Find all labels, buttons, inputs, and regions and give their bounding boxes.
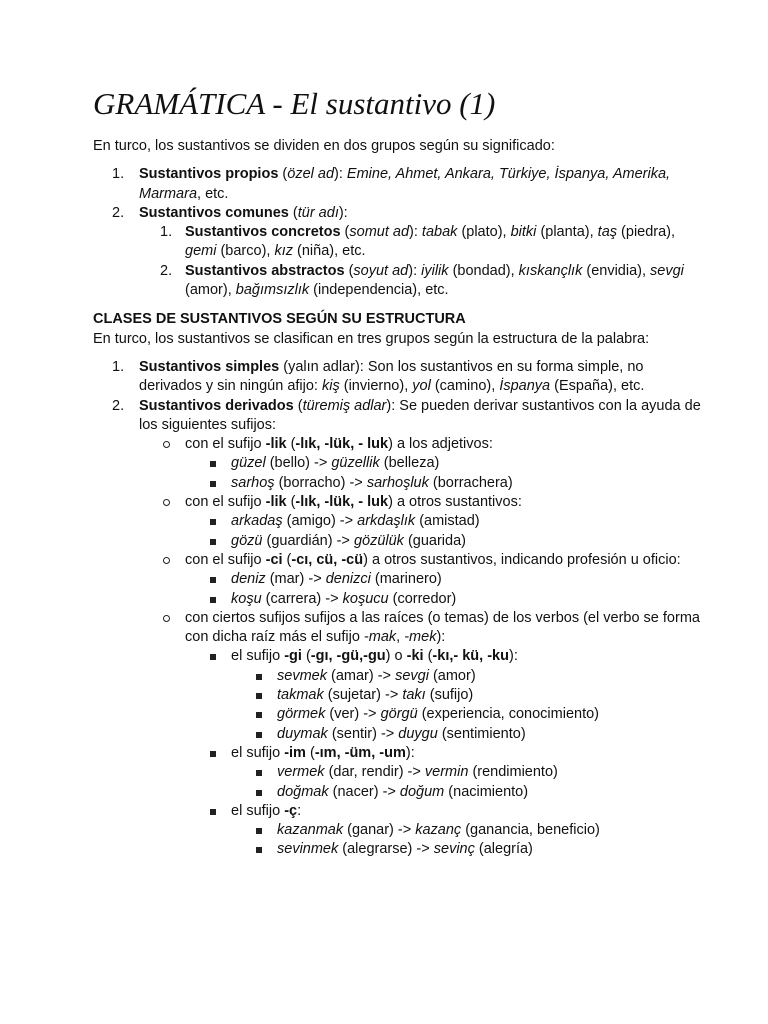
- example-tr: bitki: [510, 224, 537, 241]
- example-es: (invierno): [343, 378, 405, 395]
- source-gloss: (ver): [329, 706, 360, 723]
- square-bullet-icon: [210, 461, 216, 467]
- source-word: duymak: [277, 725, 328, 742]
- example-item: vermek (dar, rendir) -> vermin (rendimiento): [231, 763, 708, 782]
- source-gloss: (dar, rendir): [328, 764, 404, 781]
- suffix: -ci: [265, 551, 283, 568]
- rule-text: con el sufijo: [185, 551, 266, 568]
- example-item: takmak (sujetar) -> takı (sufijo): [231, 686, 708, 705]
- list-number: 1.: [112, 166, 125, 183]
- derivation-rules-list: [139, 435, 708, 860]
- derived-gloss: (corredor): [392, 590, 457, 607]
- source-gloss: (amar): [331, 667, 374, 684]
- example-es: (independencia): [313, 282, 418, 299]
- square-bullet-icon: [210, 751, 216, 757]
- derived-gloss: (ganancia, beneficio): [465, 822, 600, 839]
- rule-item: con el sufijo -ci (-cı, cü, -cü) a otros sustantivos, indicando profesión u oficio: deniz (mar) -> denizci (marinero) koşu (carrera) -> koşucu (corredor): [139, 551, 708, 609]
- example-tr: iyilik: [421, 262, 449, 279]
- source-gloss: (amigo): [286, 513, 336, 530]
- source-gloss: (guardián): [266, 532, 333, 549]
- term: Sustantivos abstractos: [185, 262, 345, 279]
- derived-word: görgü: [380, 706, 418, 723]
- suffix-label: el sufijo: [231, 648, 285, 665]
- example-item: deniz (mar) -> denizci (marinero): [185, 570, 708, 589]
- derived-gloss: (experiencia, conocimiento): [421, 706, 599, 723]
- suffix: -ç: [284, 802, 298, 819]
- source-gloss: (sujetar): [327, 687, 381, 704]
- description: (yalın adlar): Son los sustantivos en su forma simple, no derivados y sin ningún afijo:: [139, 358, 644, 395]
- example-es: (amor): [185, 282, 228, 299]
- source-gloss: (sentir): [331, 725, 377, 742]
- derived-word: takı: [402, 687, 426, 704]
- connector: o: [390, 648, 407, 665]
- description: : Se pueden derivar sustantivos con la ayuda de los siguientes sufijos:: [139, 397, 701, 433]
- square-bullet-icon: [256, 770, 262, 776]
- circle-bullet-icon: [163, 499, 170, 506]
- list-item-proper-nouns: 1. Sustantivos propios (özel ad): Emine, Ahmet, Ankara, Türkiye, İspanya, Amerika, Marmara, etc.: [112, 166, 671, 202]
- list-number: 2.: [160, 262, 173, 279]
- source-word: arkadaş: [231, 513, 283, 530]
- derived-word: sarhoşluk: [366, 474, 429, 491]
- verb-suffix-item: el sufijo -im (-ım, -üm, -um): vermek (dar, rendir) -> vermin (rendimiento) doğmak (nacer) -> doğum (nacimiento): [185, 744, 708, 802]
- example-tr: tabak: [421, 224, 458, 241]
- rule-text: a los adjetivos:: [392, 436, 493, 453]
- example-item: sarhoş (borracho) -> sarhoşluk (borrachera): [185, 474, 708, 493]
- examples-list: [231, 821, 708, 860]
- example-item: duymak (sentir) -> duygu (sentimiento): [231, 725, 708, 744]
- circle-bullet-icon: [163, 615, 170, 622]
- example-es: (camino): [434, 378, 492, 395]
- rule-item-verbs: con ciertos sufijos sufijos a las raíces (o temas) de los verbos (el verbo se forma con dicha raíz más el sufijo -mak, -mek): el sufijo -gi (-gı, -gü,-gu) o -ki (-kı,- kü, -ku): sevmek (amar) -> sevgi (amor) takmak (sujetar) -> takı (sufijo) görmek (ver) -> görgü (experiencia, conocimiento) duymak (sentir) -> duygu (sentimiento) el sufijo -im (-ım, -üm, -um): vermek (dar, rendir) -> vermin (rendimiento) doğmak (nacer) -> doğum (nacimiento) el sufijo -ç: kazanmak (ganar) -> kazanç (ganancia, beneficio) sevinmek (alegrarse) -> sevinç (alegría): [139, 609, 708, 860]
- list-item-abstract: 2. Sustantivos abstractos (soyut ad): iyilik (bondad), kıskançlık (envidia), sevgi (amor), bağımsızlık (independencia), etc.: [160, 262, 684, 299]
- source-gloss: (carrera): [265, 590, 322, 607]
- derived-word: güzellik: [331, 455, 380, 472]
- rule-text: a otros sustantivos:: [392, 494, 522, 511]
- example-es: (bondad): [452, 262, 511, 279]
- verb-suffix-item: el sufijo -gi (-gı, -gü,-gu) o -ki (-kı,- kü, -ku): sevmek (amar) -> sevgi (amor) takmak (sujetar) -> takı (sufijo) görmek (ver) -> görgü (experiencia, conocimiento) duymak (sentir) -> duygu (sentimiento): [185, 647, 708, 743]
- examples-list: [231, 667, 708, 744]
- example-tr: İspanya: [499, 378, 551, 395]
- suffix-variants: -lık, -lük, - luk: [295, 494, 389, 511]
- suffix-variants: -lık, -lük, - luk: [295, 436, 389, 453]
- derived-gloss: (sentimiento): [441, 725, 526, 742]
- example-es: (barco): [220, 243, 267, 260]
- square-bullet-icon: [256, 693, 262, 699]
- suffix: -lik: [265, 494, 287, 511]
- circle-bullet-icon: [163, 557, 170, 564]
- source-word: sevmek: [277, 667, 327, 684]
- example-item: sevmek (amar) -> sevgi (amor): [231, 667, 708, 686]
- turkish-term: somut ad: [349, 224, 410, 241]
- square-bullet-icon: [256, 674, 262, 680]
- list-item-simple: 1. Sustantivos simples (yalın adlar): Son los sustantivos en su forma simple, no derivados y sin ningún afijo: kiş (invierno), yol (camino), İspanya (España), etc.: [112, 358, 645, 395]
- derived-word: sevgi: [395, 667, 429, 684]
- examples-list: [185, 570, 708, 609]
- example-tr: kiş: [321, 378, 340, 395]
- derived-gloss: (alegría): [478, 841, 533, 858]
- source-gloss: (mar): [269, 571, 305, 588]
- suffix-mak: -mak: [363, 629, 397, 646]
- example-item: koşu (carrera) -> koşucu (corredor): [185, 590, 708, 609]
- derived-gloss: (rendimiento): [472, 764, 558, 781]
- source-word: sarhoş: [231, 474, 275, 491]
- example-item: görmek (ver) -> görgü (experiencia, conocimiento): [231, 705, 708, 724]
- derived-gloss: (nacimiento): [448, 783, 529, 800]
- derived-word: koşucu: [342, 590, 389, 607]
- example-tr: kız: [274, 243, 293, 260]
- example-tr: taş: [597, 224, 618, 241]
- suffix: -ki: [406, 648, 424, 665]
- suffix-variants: -cı, cü, -cü: [291, 551, 364, 568]
- turkish-term: tür adı: [297, 204, 339, 221]
- example-tr: kıskançlık: [518, 262, 583, 279]
- square-bullet-icon: [256, 790, 262, 796]
- example-tr: sevgi: [650, 262, 684, 279]
- verb-suffixes-list: [185, 647, 708, 859]
- derived-gloss: (amistad): [419, 513, 480, 530]
- source-gloss: (alegrarse): [342, 841, 413, 858]
- term: Sustantivos comunes: [139, 204, 289, 221]
- list-item-concrete: 1. Sustantivos concretos (somut ad): tabak (plato), bitki (planta), taş (piedra), gemi (barco), kız (niña), etc.: [160, 224, 676, 260]
- list-number: 1.: [160, 224, 173, 241]
- suffix-end: :: [513, 648, 518, 665]
- verb-suffix-item: [185, 802, 708, 860]
- list-number: 1.: [112, 358, 125, 375]
- rule-item: con el sufijo -lik (-lık, -lük, - luk) a otros sustantivos: arkadaş (amigo) -> arkdaşlık (amistad) gözü (guardián) -> gözülük (guarida): [139, 493, 708, 551]
- example-item: gözü (guardián) -> gözülük (guarida): [185, 532, 708, 551]
- derived-gloss: (belleza): [383, 455, 440, 472]
- examples-tail: , etc.: [197, 185, 229, 202]
- source-word: sevinmek: [277, 841, 339, 858]
- suffix: -gi: [284, 648, 302, 665]
- suffix: -lik: [265, 436, 287, 453]
- suffix-variants: -kı,- kü, -ku: [432, 648, 509, 665]
- rule-item: con el sufijo -lik (-lık, -lük, - luk) a los adjetivos: güzel (bello) -> güzellik (belleza) sarhoş (borracho) -> sarhoşluk (borrachera): [139, 435, 708, 493]
- list-item-derived: 2. Sustantivos derivados (türemiş adlar): Se pueden derivar sustantivos con la ayuda de los siguientes sufijos: con el sufijo -lik (-lık, -lük, - luk) a los adjetivos: güzel (bello) -> güzellik (belleza) sarhoş (borracho) -> sarhoşluk (borrachera) con el sufijo -lik (-lık, -lük, - luk) a otros sustantivos: arkadaş (amigo) -> arkdaşlık (amistad) gözü (guardián) -> gözülük (guarida) con el sufijo -ci (-cı, cü, -cü) a otros sustantivos, indicando profesión u oficio: deniz (mar) -> denizci (marinero) koşu (carrera) -> koşucu (corredor) con ciertos sufijos sufijos a las raíces (o temas) de los verbos (el verbo se forma con dicha raíz más el sufijo -mak, -mek): el sufijo -gi (-gı, -gü,-gu) o -ki (-kı,- kü, -ku): sevmek (amar) -> sevgi (amor) takmak (sujetar) -> takı (sufijo) görmek (ver) -> görgü (experiencia, conocimiento) duymak (sentir) -> duygu (sentimiento) el sufijo -im (-ım, -üm, -um): vermek (dar, rendir) -> vermin (rendimiento) doğmak (nacer) -> doğum (nacimiento) el sufijo -ç: kazanmak (ganar) -> kazanç (ganancia, beneficio) sevinmek (alegrarse) -> sevinç (alegría): [93, 397, 708, 860]
- example-es: (niña): [297, 243, 335, 260]
- derived-word: doğum: [399, 783, 445, 800]
- term: Sustantivos derivados: [139, 397, 294, 414]
- list-number: 2.: [112, 397, 125, 414]
- source-word: koşu: [231, 590, 262, 607]
- derived-gloss: (borrachera): [432, 474, 513, 491]
- source-gloss: (nacer): [332, 783, 379, 800]
- suffix-label: el sufijo: [231, 802, 285, 819]
- square-bullet-icon: [256, 847, 262, 853]
- term: Sustantivos propios: [139, 166, 279, 183]
- derived-word: vermin: [424, 764, 469, 781]
- rule-text: a otros sustantivos, indicando profesión u oficio:: [367, 551, 681, 568]
- example-item: arkadaş (amigo) -> arkdaşlık (amistad): [185, 512, 708, 531]
- meaning-groups-list: [93, 165, 708, 300]
- suffix-label: el sufijo: [231, 744, 285, 761]
- examples-list: [185, 512, 708, 551]
- square-bullet-icon: [210, 519, 216, 525]
- example-item: kazanmak (ganar) -> kazanç (ganancia, beneficio): [231, 821, 708, 840]
- suffix-variants: -ım, -üm, -um: [314, 744, 406, 761]
- suffix-end: :: [297, 802, 302, 819]
- examples-list: [231, 763, 708, 802]
- derived-word: kazanç: [415, 822, 462, 839]
- square-bullet-icon: [256, 828, 262, 834]
- section-intro: En turco, los sustantivos se clasifican en tres grupos según la estructura de la palabra:: [93, 330, 650, 347]
- example-tr: gemi: [185, 243, 217, 260]
- derived-gloss: (marinero): [374, 571, 442, 588]
- source-word: görmek: [277, 706, 326, 723]
- square-bullet-icon: [210, 597, 216, 603]
- derived-word: denizci: [325, 571, 371, 588]
- square-bullet-icon: [256, 732, 262, 738]
- example-es: (España): [554, 378, 613, 395]
- rule-text: con el sufijo: [185, 436, 266, 453]
- turkish-term: özel ad: [287, 166, 335, 183]
- square-bullet-icon: [256, 712, 262, 718]
- derived-word: sevinç: [433, 841, 475, 858]
- square-bullet-icon: [210, 577, 216, 583]
- section-heading: CLASES DE SUSTANTIVOS SEGÚN SU ESTRUCTURA: [93, 311, 466, 328]
- turkish-term: soyut ad: [353, 262, 409, 279]
- suffix-variants: -gı, -gü,-gu: [310, 648, 386, 665]
- page-title: GRAMÁTICA - El sustantivo (1): [93, 86, 496, 121]
- source-word: deniz: [231, 571, 266, 588]
- source-gloss: (bello): [269, 455, 310, 472]
- suffix-end: :: [410, 744, 415, 761]
- derived-gloss: (guarida): [407, 532, 466, 549]
- suffix-mek: -mek: [404, 629, 437, 646]
- example-tr: yol: [412, 378, 431, 395]
- term: Sustantivos concretos: [185, 224, 341, 241]
- suffix: -im: [284, 744, 306, 761]
- derived-gloss: (amor): [432, 667, 476, 684]
- example-tr: bağımsızlık: [235, 282, 310, 299]
- example-item: sevinmek (alegrarse) -> sevinç (alegría): [231, 840, 708, 859]
- separator: ,: [396, 629, 405, 646]
- circle-bullet-icon: [163, 441, 170, 448]
- source-word: güzel: [231, 455, 266, 472]
- list-number: 2.: [112, 204, 125, 221]
- intro-paragraph: En turco, los sustantivos se dividen en dos grupos según su significado:: [93, 138, 555, 154]
- rule-text: con ciertos sufijos sufijos a las raíces (o temas) de los verbos (el verbo se forma con dicha raíz más el sufijo: [185, 609, 700, 646]
- source-word: takmak: [277, 687, 324, 704]
- derived-word: arkdaşlık: [357, 513, 416, 530]
- example-es: (plato): [461, 224, 503, 241]
- examples: Emine, Ahmet, Ankara, Türkiye, İspanya, Amerika, Marmara: [139, 166, 671, 202]
- square-bullet-icon: [210, 654, 216, 660]
- example-es: (piedra): [621, 224, 672, 241]
- source-word: gözü: [231, 532, 263, 549]
- turkish-term: türemiş adlar: [302, 397, 387, 414]
- rule-text: con el sufijo: [185, 494, 266, 511]
- derived-word: duygu: [398, 725, 438, 742]
- list-item-common-nouns: 2. Sustantivos comunes (tür adı): 1. Sustantivos concretos (somut ad): tabak (plato), bitki (planta), taş (piedra), gemi (barco), kız (niña), etc. 2. Sustantivos abstractos (soyut ad): iyilik (bondad), kıskançlık (envidia), sevgi (amor), bağımsızlık (independencia), etc.: [93, 204, 708, 300]
- square-bullet-icon: [210, 809, 216, 815]
- rule-end: :: [441, 629, 446, 646]
- example-es: (planta): [540, 224, 590, 241]
- structure-list: [93, 358, 708, 860]
- square-bullet-icon: [210, 539, 216, 545]
- source-gloss: (borracho): [278, 474, 346, 491]
- derived-word: gözülük: [353, 532, 404, 549]
- source-gloss: (ganar): [347, 822, 394, 839]
- example-item: doğmak (nacer) -> doğum (nacimiento): [231, 783, 708, 802]
- common-subtypes-list: [139, 223, 708, 300]
- term: Sustantivos simples: [139, 358, 280, 375]
- source-word: doğmak: [277, 783, 329, 800]
- examples-list: [185, 454, 708, 493]
- square-bullet-icon: [210, 481, 216, 487]
- source-word: kazanmak: [277, 822, 344, 839]
- derived-gloss: (sufijo): [429, 687, 474, 704]
- example-es: (envidia): [586, 262, 642, 279]
- example-item: güzel (bello) -> güzellik (belleza): [185, 454, 708, 473]
- source-word: vermek: [277, 764, 325, 781]
